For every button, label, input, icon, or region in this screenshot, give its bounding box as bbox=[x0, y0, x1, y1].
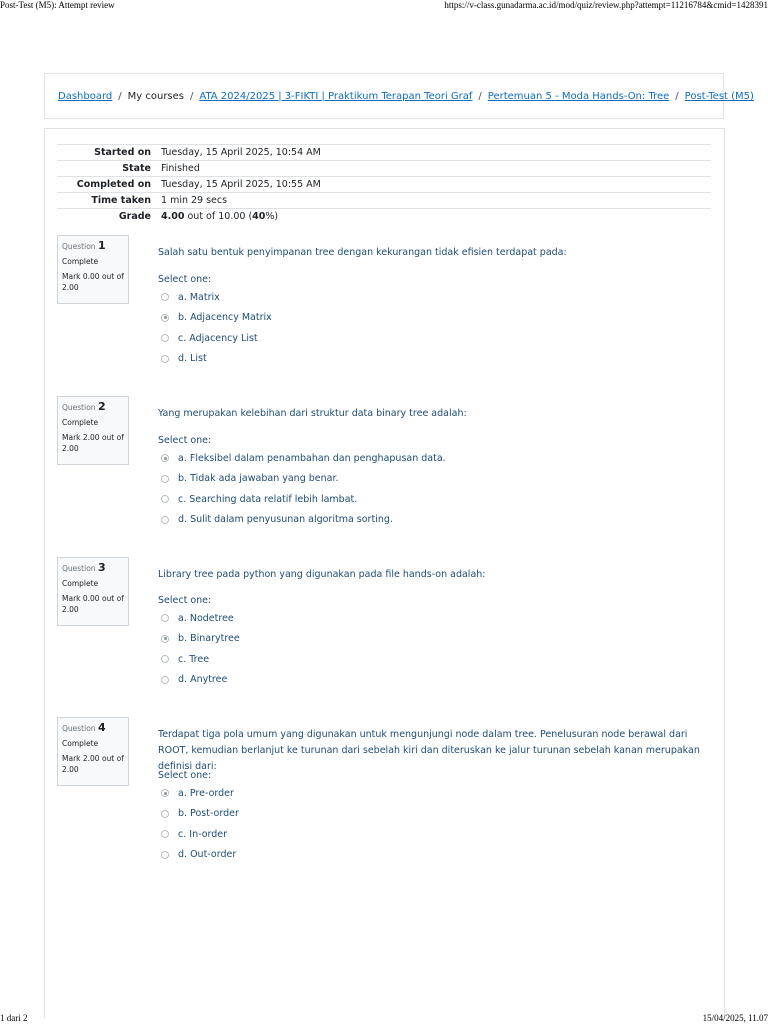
grade-out-of: out of 10.00 ( bbox=[187, 211, 253, 223]
summary-row-started-on bbox=[57, 145, 711, 161]
summary-label: State bbox=[57, 161, 157, 177]
print-page-title: Post-Test (M5): Attempt review bbox=[0, 0, 115, 10]
print-header bbox=[0, 0, 768, 12]
summary-row-grade bbox=[57, 209, 711, 225]
answer-label: c. In-order bbox=[178, 828, 228, 840]
question-info-box bbox=[57, 717, 129, 786]
summary-label: Completed on bbox=[57, 177, 157, 193]
answer-label: a. Fleksibel dalam penambahan dan penghapusan data. bbox=[178, 452, 446, 464]
summary-value: Tuesday, 15 April 2025, 10:55 AM bbox=[157, 177, 711, 193]
question-mark: Mark 2.00 out of 2.00 bbox=[62, 433, 124, 453]
summary-grade-value bbox=[157, 209, 711, 225]
select-one-prompt: Select one: bbox=[158, 770, 212, 781]
breadcrumb-quiz-link[interactable]: Post-Test (M5) bbox=[684, 91, 754, 102]
select-one-prompt: Select one: bbox=[158, 274, 212, 285]
answer-option[interactable] bbox=[161, 469, 446, 490]
breadcrumb-course-link[interactable]: ATA 2024/2025 | 3-FIKTI | Praktikum Terapan Teori Graf bbox=[199, 91, 473, 102]
question-mark: Mark 2.00 out of 2.00 bbox=[62, 754, 124, 774]
question-number: 4 bbox=[97, 721, 106, 734]
breadcrumb-dashboard-link[interactable]: Dashboard bbox=[58, 91, 113, 102]
question-info-box bbox=[57, 557, 129, 626]
radio-button-checked[interactable] bbox=[161, 314, 169, 322]
answer-option[interactable] bbox=[161, 845, 239, 866]
grade-score: 4.00 bbox=[161, 211, 185, 223]
summary-value: 1 min 29 secs bbox=[157, 193, 711, 209]
answer-option[interactable] bbox=[161, 349, 272, 370]
answer-option[interactable] bbox=[161, 649, 240, 670]
select-one-prompt: Select one: bbox=[158, 595, 212, 606]
answer-label: d. Sulit dalam penyusunan algoritma sorting. bbox=[178, 514, 393, 526]
question-mark: Mark 0.00 out of 2.00 bbox=[62, 272, 124, 292]
answer-list bbox=[161, 287, 272, 369]
breadcrumb-separator: / bbox=[190, 91, 194, 102]
breadcrumb-separator: / bbox=[675, 91, 679, 102]
radio-button[interactable] bbox=[161, 655, 169, 663]
question-label: Question bbox=[62, 403, 96, 412]
print-page-number: 1 dari 2 bbox=[0, 1013, 28, 1023]
radio-button-checked[interactable] bbox=[161, 635, 169, 643]
breadcrumb bbox=[58, 91, 754, 102]
answer-option[interactable] bbox=[161, 670, 240, 691]
radio-button[interactable] bbox=[161, 516, 169, 524]
answer-option[interactable] bbox=[161, 510, 446, 531]
question-state: Complete bbox=[62, 257, 99, 266]
answer-list bbox=[161, 448, 446, 530]
summary-label: Started on bbox=[57, 145, 157, 161]
answer-option[interactable] bbox=[161, 448, 446, 469]
answer-option[interactable] bbox=[161, 824, 239, 845]
grade-suffix: %) bbox=[265, 211, 279, 223]
select-one-prompt: Select one: bbox=[158, 435, 212, 446]
answer-option[interactable] bbox=[161, 783, 239, 804]
radio-button[interactable] bbox=[161, 614, 169, 622]
breadcrumb-separator: / bbox=[478, 91, 482, 102]
question-number: 2 bbox=[97, 400, 106, 413]
radio-button[interactable] bbox=[161, 851, 169, 859]
answer-label: c. Adjacency List bbox=[178, 332, 258, 344]
question-info-box bbox=[57, 235, 129, 304]
question-info-box bbox=[57, 396, 129, 465]
answer-option[interactable] bbox=[161, 804, 239, 825]
answer-list bbox=[161, 608, 240, 690]
breadcrumb-section-link[interactable]: Pertemuan 5 - Moda Hands-On: Tree bbox=[487, 91, 670, 102]
summary-row-time-taken bbox=[57, 193, 711, 209]
summary-row-completed-on bbox=[57, 177, 711, 193]
answer-label: d. List bbox=[178, 353, 207, 365]
answer-label: d. Out-order bbox=[178, 849, 237, 861]
answer-option[interactable] bbox=[161, 287, 272, 308]
summary-label: Grade bbox=[57, 209, 157, 225]
radio-button[interactable] bbox=[161, 293, 169, 301]
question-label: Question bbox=[62, 242, 96, 251]
radio-button[interactable] bbox=[161, 495, 169, 503]
question-text: Terdapat tiga pola umum yang digunakan untuk mengunjungi node dalam tree. Penelusuran node berawal dari ROOT, kemudian berlanjut ke turunan dari sebelah kiri dan diteruskan ke jalur turunan sebelah kanan merupakan definisi dari: bbox=[158, 729, 700, 772]
question-label: Question bbox=[62, 724, 96, 733]
question-text: Salah satu bentuk penyimpanan tree dengan kekurangan tidak efisien terdapat pada: bbox=[158, 247, 567, 258]
radio-button[interactable] bbox=[161, 810, 169, 818]
breadcrumb-separator: / bbox=[118, 91, 122, 102]
question-text: Yang merupakan kelebihan dari struktur data binary tree adalah: bbox=[158, 408, 467, 419]
answer-label: a. Pre-order bbox=[178, 787, 234, 799]
radio-button-checked[interactable] bbox=[161, 454, 169, 462]
answer-label: d. Anytree bbox=[178, 674, 228, 686]
question-number: 3 bbox=[97, 561, 106, 574]
radio-button[interactable] bbox=[161, 676, 169, 684]
answer-label: b. Adjacency Matrix bbox=[178, 312, 272, 324]
grade-percent: 40 bbox=[252, 211, 266, 223]
answer-option[interactable] bbox=[161, 629, 240, 650]
answer-label: c. Tree bbox=[178, 653, 210, 665]
breadcrumb-my-courses: My courses bbox=[127, 91, 185, 102]
radio-button-checked[interactable] bbox=[161, 789, 169, 797]
question-text: Library tree pada python yang digunakan pada file hands-on adalah: bbox=[158, 569, 486, 580]
question-state: Complete bbox=[62, 739, 99, 748]
breadcrumb-card bbox=[44, 73, 754, 119]
attempt-summary-table bbox=[57, 144, 711, 225]
question-number: 1 bbox=[97, 239, 106, 252]
answer-label: a. Nodetree bbox=[178, 612, 234, 624]
print-page-url: https://v-class.gunadarma.ac.id/mod/quiz/review.php?attempt=11216784&cmid=1428391 bbox=[444, 0, 768, 10]
summary-value: Finished bbox=[157, 161, 711, 177]
print-footer bbox=[0, 1013, 768, 1025]
answer-option[interactable] bbox=[161, 489, 446, 510]
answer-label: c. Searching data relatif lebih lambat. bbox=[178, 493, 358, 505]
answer-option[interactable] bbox=[161, 328, 272, 349]
answer-label: b. Binarytree bbox=[178, 633, 240, 645]
radio-button[interactable] bbox=[161, 475, 169, 483]
radio-button[interactable] bbox=[161, 355, 169, 363]
answer-option[interactable] bbox=[161, 608, 240, 629]
summary-row-state bbox=[57, 161, 711, 177]
answer-label: b. Tidak ada jawaban yang benar. bbox=[178, 473, 339, 485]
question-state: Complete bbox=[62, 418, 99, 427]
answer-option[interactable] bbox=[161, 308, 272, 329]
summary-value: Tuesday, 15 April 2025, 10:54 AM bbox=[157, 145, 711, 161]
answer-label: a. Matrix bbox=[178, 291, 220, 303]
radio-button[interactable] bbox=[161, 334, 169, 342]
answer-label: b. Post-order bbox=[178, 808, 239, 820]
answer-list bbox=[161, 783, 239, 865]
radio-button[interactable] bbox=[161, 830, 169, 838]
question-mark: Mark 0.00 out of 2.00 bbox=[62, 594, 124, 614]
question-state: Complete bbox=[62, 579, 99, 588]
print-datetime: 15/04/2025, 11.07 bbox=[702, 1013, 768, 1023]
question-label: Question bbox=[62, 564, 96, 573]
summary-label: Time taken bbox=[57, 193, 157, 209]
